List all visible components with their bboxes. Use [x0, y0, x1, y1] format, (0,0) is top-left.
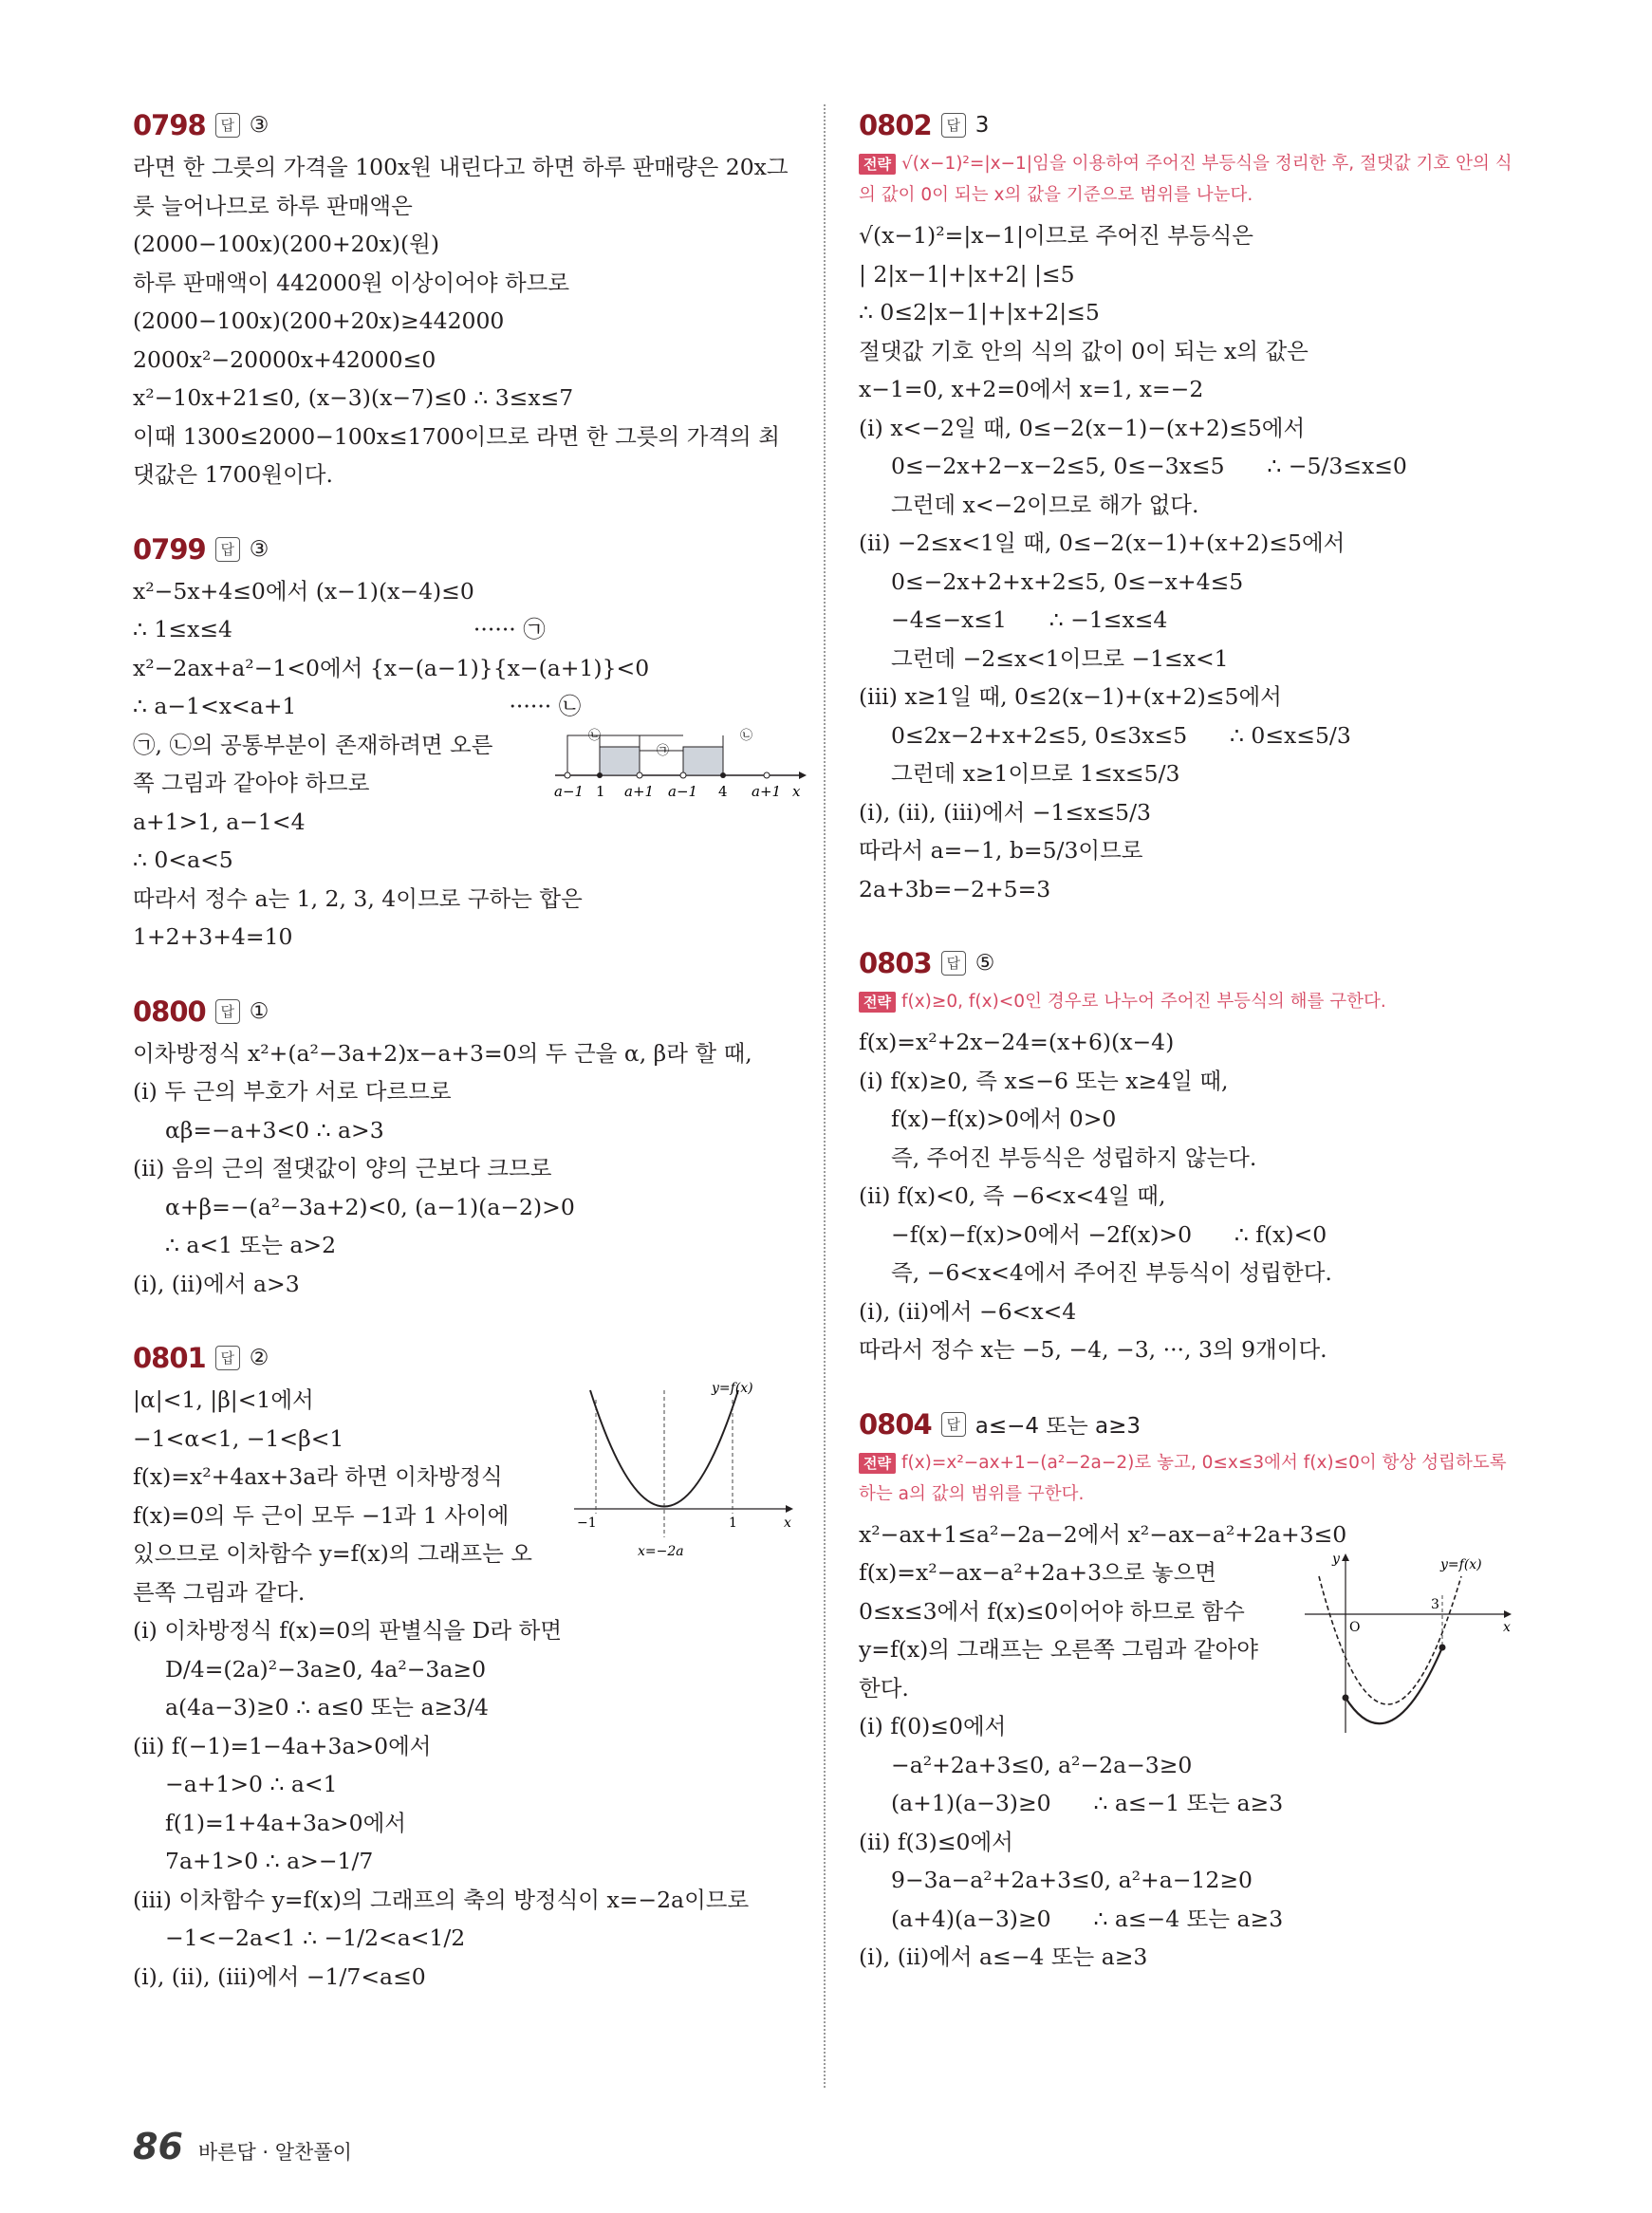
problem-header — [859, 944, 1523, 982]
tick-label: a−1 — [554, 782, 585, 800]
solution-line: 이차방정식 x²+(a²−3a+2)x−a+3=0의 두 근을 α, β라 할 때, — [133, 1039, 752, 1067]
solution-line: 라면 한 그릇의 가격을 100x원 내린다고 하면 하루 판매량은 20x그 — [133, 154, 789, 180]
solution-line: ㉠, ㉡의 공통부분이 존재하려면 오른 — [133, 731, 493, 758]
solution-line: 1+2+3+4=10 — [133, 923, 293, 950]
solution-line: ∴ 1≤x≤4 ······ ㉠ — [133, 616, 546, 642]
solution-line: (ⅲ) 이차함수 y=f(x)의 그래프의 축의 방정식이 x=−2a이므로 — [133, 1886, 750, 1913]
solution-line: (ⅰ) 이차방정식 f(x)=0의 판별식을 D라 하면 — [133, 1617, 563, 1644]
solution-line: 쪽 그림과 같아야 하므로 — [133, 770, 370, 796]
tick-label: a+1 — [624, 782, 655, 800]
solution-line: 릇 늘어나므로 하루 판매액은 — [133, 192, 413, 219]
solution-line: 이때 1300≤2000−100x≤1700이므로 라면 한 그릇의 가격의 최 — [133, 422, 780, 450]
solution-line: (ⅱ) f(−1)=1−4a+3a>0에서 — [133, 1732, 432, 1759]
answer-badge: 답 — [215, 1346, 240, 1370]
solution-line: y=f(x)의 그래프는 오른쪽 그림과 같아야 — [859, 1636, 1258, 1663]
problem-number: 0800 — [133, 995, 206, 1028]
solution-line: (2000−100x)(200+20x)≥442000 — [133, 307, 505, 334]
solution-line: 7a+1>0 ∴ a>−1/7 — [165, 1848, 374, 1874]
mark-label: ㉡ — [588, 728, 602, 743]
answer-value: ③ — [249, 113, 269, 138]
problem-header — [859, 1405, 1523, 1443]
mark-label: ㉠ — [657, 743, 670, 758]
solution-line: (ⅰ) x<−2일 때, 0≤−2(x−1)−(x+2)≤5에서 — [859, 414, 1306, 441]
solution-line: (ⅱ) 음의 근의 절댓값이 양의 근보다 크므로 — [133, 1155, 552, 1181]
answer-value: ① — [249, 998, 269, 1024]
answer-value: ③ — [249, 536, 269, 562]
problem-header — [133, 530, 797, 568]
problem-number: 0802 — [859, 109, 932, 141]
solution-line: | 2|x−1|+|x+2| |≤5 — [859, 260, 1075, 288]
strategy-note — [859, 1447, 1523, 1510]
solution-line: 한다. — [859, 1674, 909, 1702]
solution-line: 절댓값 기호 안의 식의 값이 0이 되는 x의 값은 — [859, 337, 1309, 364]
curve-label: y=f(x) — [712, 1381, 753, 1396]
solution-line: f(1)=1+4a+3a>0에서 — [165, 1809, 406, 1836]
solution-line: 댓값은 1700원이다. — [133, 461, 333, 488]
solution-line: x²−2ax+a²−1<0에서 {x−(a−1)}{x−(a+1)}<0 — [133, 654, 650, 681]
problem-0800 — [133, 993, 797, 1304]
solution-line: 2a+3b=−2+5=3 — [859, 875, 1051, 902]
figure-block — [859, 1553, 1523, 1746]
solution-line: −1<−2a<1 ∴ −1/2<a<1/2 — [165, 1925, 466, 1951]
axis-label: x — [1503, 1620, 1511, 1635]
strategy-note — [859, 986, 1523, 1017]
problem-number: 0804 — [859, 1407, 932, 1441]
solution-line: −a+1>0 ∴ a<1 — [165, 1771, 338, 1797]
solution-line: x−1=0, x+2=0에서 x=1, x=−2 — [859, 376, 1204, 402]
solution-line: 즉, −6<x<4에서 주어진 부등식이 성립한다. — [891, 1259, 1332, 1286]
tick-label: 3 — [1431, 1597, 1439, 1612]
figure-block — [133, 726, 801, 880]
column-divider — [824, 104, 826, 2088]
solution-line: αβ=−a+3<0 ∴ a>3 — [165, 1116, 384, 1144]
solution-line: 0≤2x−2+x+2≤5, 0≤3x≤5 ∴ 0≤x≤5/3 — [891, 721, 1351, 749]
solution-line: (ⅰ) f(x)≥0, 즉 x≤−6 또는 x≥4일 때, — [859, 1067, 1229, 1094]
solution-line: ∴ a<1 또는 a>2 — [165, 1232, 337, 1258]
problem-header — [859, 106, 1523, 144]
solution-line: (ⅰ), (ⅱ)에서 a>3 — [133, 1270, 300, 1297]
solution-line: f(x)=x²−ax−a²+2a+3으로 놓으면 — [859, 1559, 1216, 1586]
solution-line: α+β=−(a²−3a+2)<0, (a−1)(a−2)>0 — [165, 1193, 575, 1220]
problem-number: 0803 — [859, 947, 932, 979]
axis-equation-label: x=−2a — [638, 1544, 684, 1559]
solution-line: (2000−100x)(200+20x)(원) — [133, 231, 440, 257]
solution-line: f(x)−f(x)>0에서 0>0 — [891, 1106, 1117, 1132]
solution-line: −f(x)−f(x)>0에서 −2f(x)>0 ∴ f(x)<0 — [891, 1220, 1327, 1248]
solution-line: (ⅲ) x≥1일 때, 0≤2(x−1)+(x+2)≤5에서 — [859, 683, 1282, 710]
answer-value: a≤−4 또는 a≥3 — [974, 1414, 1142, 1439]
answer-badge: 답 — [941, 113, 966, 138]
number-line-figure — [550, 726, 807, 809]
solution-line: −a²+2a+3≤0, a²−2a−3≥0 — [891, 1751, 1193, 1778]
tick-label: x — [792, 782, 801, 800]
strategy-text: f(x)≥0, f(x)<0인 경우로 나누어 주어진 부등식의 해를 구한다. — [900, 992, 1386, 1012]
solution-line: 있으므로 이차함수 y=f(x)의 그래프는 오 — [133, 1540, 532, 1567]
solution-line: 즉, 주어진 부등식은 성립하지 않는다. — [891, 1144, 1257, 1171]
solution-line: (a+1)(a−3)≥0 ∴ a≤−1 또는 a≥3 — [891, 1790, 1284, 1816]
answer-value: ② — [249, 1346, 269, 1370]
answer-value: ⑤ — [974, 951, 995, 976]
solution-line: a(4a−3)≥0 ∴ a≤0 또는 a≥3/4 — [165, 1694, 489, 1720]
tick-label: 1 — [729, 1516, 737, 1531]
problem-number: 0799 — [133, 532, 206, 566]
solution-line: 그런데 x≥1이므로 1≤x≤5/3 — [891, 760, 1180, 787]
solution-line: (ⅱ) f(x)<0, 즉 −6<x<4일 때, — [859, 1182, 1166, 1209]
problem-number: 0801 — [133, 1342, 206, 1374]
solution-line: √(x−1)²=|x−1|이므로 주어진 부등식은 — [859, 222, 1253, 249]
solution-line: (ⅰ), (ⅱ)에서 −6<x<4 — [859, 1297, 1077, 1325]
answer-value: 3 — [974, 113, 990, 138]
solution-line: 른쪽 그림과 같다. — [133, 1578, 306, 1606]
problem-header — [133, 106, 797, 144]
solution-line: 그런데 x<−2이므로 해가 없다. — [891, 491, 1199, 518]
strategy-tag: 전략 — [859, 1453, 896, 1474]
problem-0798 — [133, 106, 797, 494]
solution-line: D/4=(2a)²−3a≥0, 4a²−3a≥0 — [165, 1655, 487, 1683]
problem-0799 — [133, 530, 801, 957]
solution-line: ∴ 0≤2|x−1|+|x+2|≤5 — [859, 299, 1100, 325]
solution-line: 0≤−2x+2−x−2≤5, 0≤−3x≤5 ∴ −5/3≤x≤0 — [891, 453, 1407, 479]
solution-line: (ⅱ) −2≤x<1일 때, 0≤−2(x−1)+(x+2)≤5에서 — [859, 530, 1346, 556]
origin-label: O — [1349, 1620, 1361, 1635]
tick-label: −1 — [577, 1516, 597, 1531]
solution-line: 따라서 a=−1, b=5/3이므로 — [859, 837, 1143, 864]
solution-line: (ⅰ), (ⅱ), (ⅲ)에서 −1≤x≤5/3 — [859, 798, 1151, 826]
strategy-tag: 전략 — [859, 154, 896, 175]
solution-line: 0≤−2x+2+x+2≤5, 0≤−x+4≤5 — [891, 567, 1244, 595]
problem-0802 — [859, 106, 1523, 908]
solution-line: 2000x²−20000x+42000≤0 — [133, 345, 436, 373]
solution-line: (ⅰ), (ⅱ), (ⅲ)에서 −1/7<a≤0 — [133, 1962, 426, 1990]
solution-line: f(x)=0의 두 근이 모두 −1과 1 사이에 — [133, 1501, 510, 1529]
problem-0801 — [133, 1339, 797, 1996]
solution-line: 0≤x≤3에서 f(x)≤0이어야 하므로 함수 — [859, 1597, 1245, 1625]
axis-label: y — [1332, 1552, 1340, 1567]
answer-badge: 답 — [215, 999, 240, 1024]
problem-0803 — [859, 944, 1523, 1369]
answer-badge: 답 — [941, 1412, 966, 1437]
solution-line: 9−3a−a²+2a+3≤0, a²+a−12≥0 — [891, 1867, 1253, 1893]
tick-label: a−1 — [668, 782, 698, 800]
solution-line: x²−10x+21≤0, (x−3)(x−7)≤0 ∴ 3≤x≤7 — [133, 384, 574, 411]
solution-line: ∴ 0<a<5 — [133, 846, 233, 873]
solution-line: (a+4)(a−3)≥0 ∴ a≤−4 또는 a≥3 — [891, 1905, 1284, 1932]
solution-line: 하루 판매액이 442000원 이상이어야 하므로 — [133, 269, 570, 296]
solution-line: f(x)=x²+2x−24=(x+6)(x−4) — [859, 1029, 1175, 1055]
parabola-figure — [569, 1371, 797, 1561]
solution-line: x²−5x+4≤0에서 (x−1)(x−4)≤0 — [133, 577, 474, 604]
axis-label: x — [784, 1516, 791, 1531]
mark-label: ㉡ — [740, 728, 753, 743]
solution-line: ∴ a−1<x<a+1 ······ ㉡ — [133, 693, 582, 719]
solution-line: a+1>1, a−1<4 — [133, 808, 306, 835]
strategy-tag: 전략 — [859, 992, 896, 1013]
problem-0804 — [859, 1405, 1523, 1977]
tick-label: 1 — [596, 782, 605, 800]
solution-line: |α|<1, |β|<1에서 — [133, 1386, 314, 1413]
page-number: 86 — [133, 2126, 183, 2167]
page-footer — [133, 2126, 352, 2167]
solution-line: (ⅱ) f(3)≤0에서 — [859, 1828, 1013, 1855]
answer-badge: 답 — [941, 951, 966, 976]
curve-label: y=f(x) — [1440, 1557, 1482, 1572]
answer-badge: 답 — [215, 113, 240, 138]
solution-line: −4≤−x≤1 ∴ −1≤x≤4 — [891, 606, 1168, 633]
footer-text: 바른답 · 알찬풀이 — [197, 2141, 352, 2164]
solution-line: (ⅰ) f(0)≤0에서 — [859, 1713, 1007, 1739]
solution-line: f(x)=x²+4ax+3a라 하면 이차방정식 — [133, 1463, 503, 1490]
solution-line: 따라서 정수 a는 1, 2, 3, 4이므로 구하는 합은 — [133, 884, 583, 912]
tick-label: a+1 — [752, 782, 782, 800]
solution-line: −1<α<1, −1<β<1 — [133, 1424, 344, 1452]
solution-line: x²−ax+1≤a²−2a−2에서 x²−ax−a²+2a+3≤0 — [859, 1520, 1347, 1548]
solution-line: (ⅰ) 두 근의 부호가 서로 다르므로 — [133, 1078, 452, 1105]
solution-line: 그런데 −2≤x<1이므로 −1≤x<1 — [891, 644, 1229, 672]
problem-header — [133, 993, 797, 1031]
parabola-figure — [1300, 1548, 1518, 1738]
solution-line: 따라서 정수 x는 −5, −4, −3, ···, 3의 9개이다. — [859, 1336, 1327, 1363]
problem-number: 0798 — [133, 109, 206, 141]
right-column — [859, 106, 1523, 2013]
answer-badge: 답 — [215, 537, 240, 562]
figure-block — [133, 1381, 797, 1611]
strategy-note — [859, 148, 1523, 211]
solution-line: (ⅰ), (ⅱ)에서 a≤−4 또는 a≥3 — [859, 1943, 1148, 1970]
tick-label: 4 — [718, 782, 728, 800]
left-column — [133, 106, 801, 2032]
strategy-text: √(x−1)²=|x−1|임을 이용하여 주어진 부등식을 정리한 후, 절댓값 기호 안의 식의 값이 0이 되는 x의 값을 기준으로 범위를 나눈다. — [859, 154, 1513, 205]
strategy-text: f(x)=x²−ax+1−(a²−2a−2)로 놓고, 0≤x≤3에서 f(x)≤0이 항상 성립하도록 하는 a의 값의 범위를 구한다. — [859, 1452, 1507, 1504]
